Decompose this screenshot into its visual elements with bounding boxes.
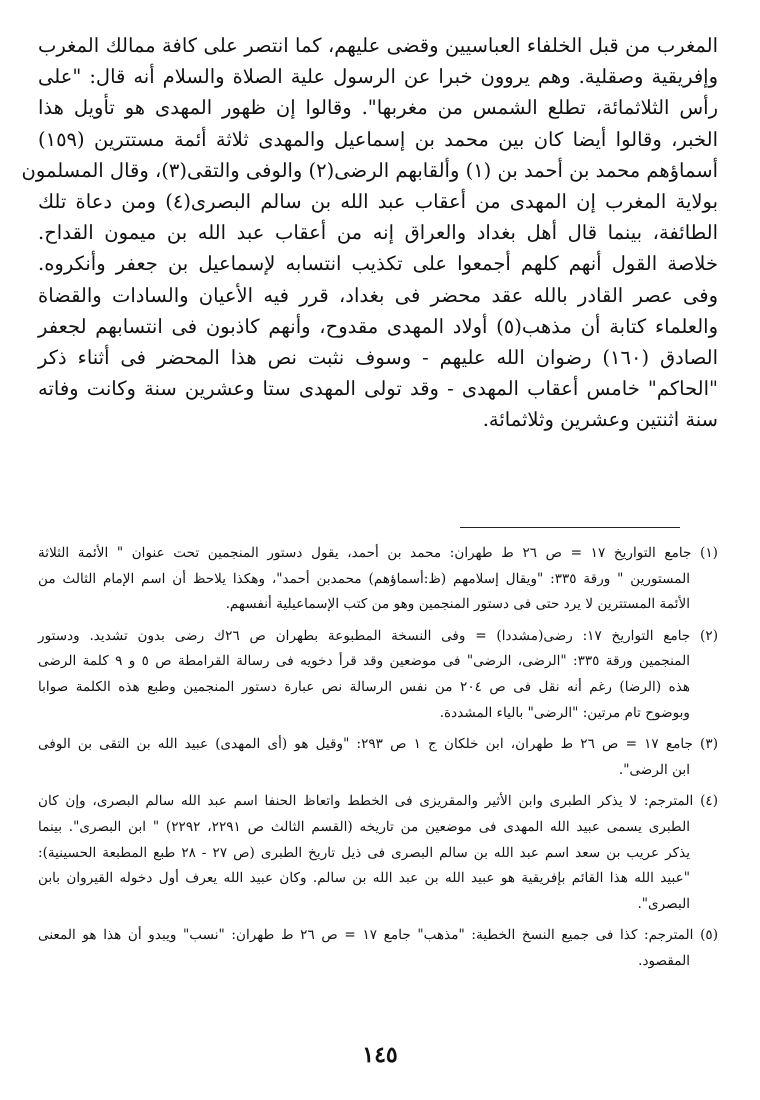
footnote-divider bbox=[460, 527, 680, 528]
footnote-line: (٥) المترجم: كذا فى جميع النسخ الخطية: "مذهب" جامع ١٧ = ص ٢٦ ط طهران: "نسب" ويبدو أن هذا هو المعنى bbox=[38, 927, 719, 944]
page-number: ١٤٥ bbox=[362, 1042, 398, 1068]
footnote-line: المنجمين ورقة ٣٣٥: "الرضى، الرضى" فى موضعين وقد قرأ دخويه فى رسالة القرامطة ص ٥ و ٩ كلمة الرضى bbox=[38, 653, 690, 670]
main-text bbox=[21, 30, 718, 435]
footnote-line: البصرى". bbox=[637, 895, 690, 912]
footnote-line: المقصود. bbox=[638, 952, 690, 969]
footnote-line: الأئمة المستترين لا يرد حتى فى دستور المنجمين وهو من كتب الإسماعيلية أنفسهم. bbox=[225, 596, 690, 613]
main-text-line: الصادق (١٦٠) رضوان الله عليهم - وسوف نثبت نص هذا المحضر فى أثناء ذكر bbox=[38, 345, 718, 369]
footnote-1 bbox=[38, 541, 718, 618]
main-text-line: "الحاكم" خامس أعقاب المهدى - وقد تولى المهدى ستا وعشرين سنة وكانت وفاته bbox=[38, 377, 718, 401]
footnote-line: (٤) المترجم: لا يذكر الطبرى وابن الأثير والمقريزى فى الخطط واتعاظ الحنفا اسم عبد الله سالم البصرى، وإن كان bbox=[38, 793, 718, 810]
footnote-5 bbox=[38, 923, 718, 974]
main-text-line: الطائفة، بينما قال أهل بغداد والعراق إنه من أعقاب عبد الله بن ميمون القداح. bbox=[38, 221, 718, 245]
footnote-line: (٣) جامع ١٧ = ص ٢٦ ط طهران، ابن خلكان ج ١ ص ٢٩٣: "وقيل هو (أى المهدى) عبيد الله بن التقى بن الوفى bbox=[38, 736, 718, 753]
footnote-line: "عبيد الله هذا القائم بإفريقية هو عبيد الله بن عبد الله بن سالم. وكان عبيد الله يعرف أول دخوله القيروان بابن bbox=[38, 870, 690, 887]
main-text-line: الخبر، وقالوا أيضا كان بين محمد بن إسماعيل والمهدى ثلاثة أئمة مستترين (١٥٩) bbox=[38, 127, 718, 151]
main-text-line: أسماؤهم محمد بن أحمد بن (١) وألقابهم الرضى(٢) والوفى والتقى(٣)، وقال المسلمون bbox=[21, 158, 718, 182]
main-text-line: وفى عصر القادر بالله عقد محضر فى بغداد، قرر فيه الأعيان والسادات والقضاة bbox=[38, 283, 718, 307]
footnote-3 bbox=[38, 732, 718, 783]
footnote-line: يذكر عريب بن سعد اسم عبد الله بن سالم البصرى فى ذيل تاريخ الطبرى (ص ٢٧ - ٢٨ طبع المطبعة الحسينية): bbox=[38, 844, 690, 861]
footnote-line: ابن الرضى". bbox=[618, 761, 690, 778]
main-text-line: وإفريقية وصقلية. وهم يروون خبرا عن الرسول علية الصلاة والسلام أنه قال: "على bbox=[38, 65, 718, 89]
main-text-line: المغرب من قبل الخلفاء العباسيين وقضى عليهم، كما انتصر على كافة ممالك المغرب bbox=[38, 34, 718, 57]
footnote-line: هذه (الرضا) رغم أنه نقل فى ص ٢٠٤ من نفس الرسالة نص عبارة دستور المنجمين وطبع هذه الكلمة صوابا bbox=[38, 678, 690, 695]
footnote-line: وبوضوح تام مرتين: "الرضى" بالياء المشددة. bbox=[439, 704, 690, 721]
footnote-line: (٢) جامع التواريخ ١٧: رضى(مشددا) = وفى النسخة المطبوعة بطهران ص ٢٦ك رضى بدون تشديد. ودستور bbox=[38, 627, 718, 644]
footnote-line: (١) جامع التواريخ ١٧ = ص ٢٦ ط طهران: محمد بن أحمد، يقول دستور المنجمين تحت عنوان " الأئمة الثلاثة bbox=[38, 545, 718, 561]
main-text-line: بولاية المغرب إن المهدى من أعقاب عبد الله بن سالم البصرى(٤) ومن دعاة تلك bbox=[38, 189, 718, 213]
footnote-line: الطبرى يسمى عبيد الله المهدى فى موضعين من تاريخه (القسم الثالث ص ٢٢٩١، ٢٢٩٢) " ابن البصرى". بينما bbox=[38, 818, 691, 835]
main-text-line: والعلماء كتابة أن مذهب(٥) أولاد المهدى مقدوح، وأنهم كاذبون فى انتسابهم لجعفر bbox=[38, 314, 718, 338]
footnote-2 bbox=[38, 624, 718, 726]
footnotes bbox=[38, 541, 718, 981]
footnote-line: المستورين " ورقة ٣٣٥: "ويقال إسلامهم (ظ:أسماؤهم) محمدبن أحمد"، وهكذا يلاحظ أن اسم الإمام الثالث من bbox=[38, 570, 690, 587]
main-text-line: رأس الثلاثمائة، تطلع الشمس من مغربها". وقالوا إن ظهور المهدى هو تأويل هذا bbox=[38, 96, 718, 120]
footnote-4 bbox=[38, 789, 718, 917]
main-text-line: سنة اثنتين وعشرين وثلاثمائة. bbox=[482, 408, 718, 432]
main-text-line: خلاصة القول أنهم كلهم أجمعوا على تكذيب انتسابه لإسماعيل بن جعفر وأنكروه. bbox=[38, 252, 718, 276]
